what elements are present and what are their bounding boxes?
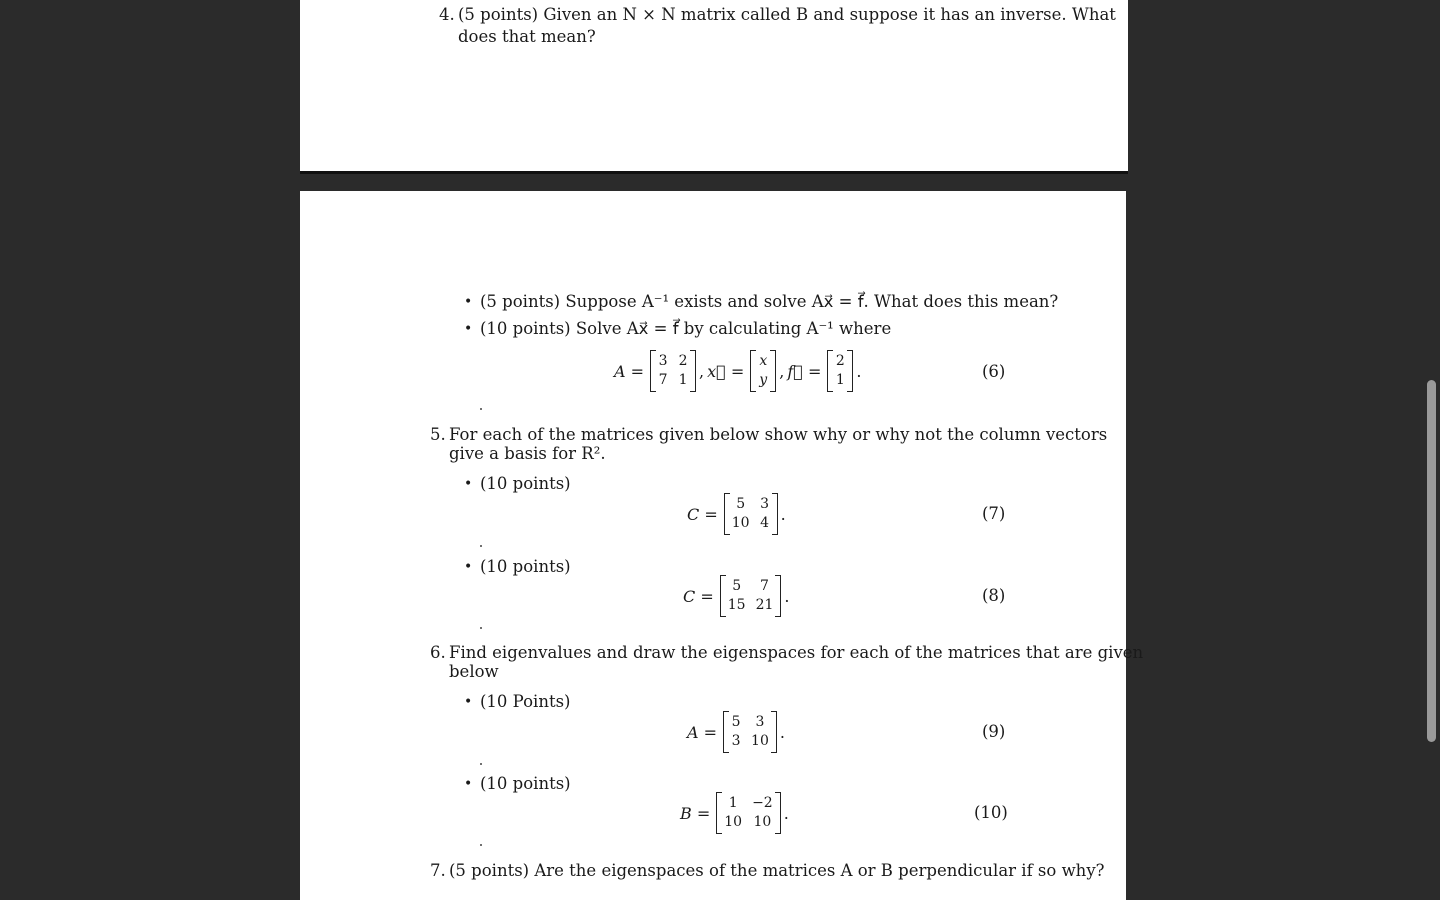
question-5-line-1: For each of the matrices given below show why or why not the column vectors	[449, 425, 1108, 444]
document-page-top	[300, 0, 1128, 172]
matrix-cell: 2	[678, 353, 688, 369]
scrollbar-thumb[interactable]	[1427, 380, 1436, 742]
vector-cell: y	[759, 372, 768, 388]
equation-10-number: (10)	[974, 803, 1008, 822]
bullet-icon: •	[464, 559, 473, 575]
question-4-number: 4.	[439, 5, 455, 24]
matrix-cell: 3	[731, 733, 741, 749]
question-4-line-1: (5 points) Given an N × N matrix called B and suppose it has an inverse. What	[458, 5, 1116, 24]
period: .	[783, 803, 789, 823]
vector-f	[827, 350, 853, 392]
equation-6-lhs-f: f⃗ =	[787, 361, 822, 381]
period: .	[780, 504, 786, 524]
matrix-cell: 7	[658, 372, 668, 388]
question-5-number: 5.	[430, 425, 446, 444]
vector-cell: x	[759, 353, 768, 369]
equation-7-number: (7)	[982, 504, 1006, 523]
equation-8-lhs: C =	[683, 586, 714, 606]
bullet-q4-solve-meaning: (5 points) Suppose A⁻¹ exists and solve Ax⃗ = f⃗. What does this mean?	[480, 292, 1059, 311]
matrix-cell: 10	[731, 515, 750, 531]
question-6-number: 6.	[430, 643, 446, 662]
matrix-C-8	[720, 575, 782, 617]
equation-8-number: (8)	[982, 586, 1006, 605]
equation-10-lhs: B =	[680, 803, 711, 823]
bullet-icon: •	[464, 321, 473, 337]
matrix-cell: 21	[755, 597, 774, 613]
page-divider	[300, 171, 1128, 174]
matrix-cell: 10	[751, 733, 769, 749]
question-7-number: 7.	[430, 861, 446, 880]
question-6-line-2: below	[449, 662, 499, 681]
question-5-line-2: give a basis for R².	[449, 444, 606, 463]
equation-9	[687, 711, 788, 753]
matrix-cell: 1	[678, 372, 688, 388]
vector-cell: 2	[835, 353, 845, 369]
matrix-cell: 10	[753, 814, 772, 830]
matrix-cell: 3	[760, 496, 770, 512]
matrix-cell: −2	[752, 795, 773, 811]
period: .	[779, 722, 785, 742]
question-6-bullet-1: (10 Points)	[480, 692, 571, 711]
equation-9-number: (9)	[982, 722, 1006, 741]
question-6-bullet-2: (10 points)	[480, 774, 571, 793]
equation-9-lhs: A =	[687, 722, 718, 742]
equation-8	[683, 575, 792, 617]
matrix-cell: 10	[724, 814, 743, 830]
stray-dot	[480, 627, 482, 629]
period: .	[856, 361, 862, 381]
bullet-icon: •	[464, 694, 473, 710]
matrix-cell: 7	[760, 578, 769, 594]
bullet-icon: •	[464, 776, 473, 792]
stray-dot	[480, 408, 482, 410]
matrix-A-9	[723, 711, 777, 753]
question-7-text: (5 points) Are the eigenspaces of the matrices A or B perpendicular if so why?	[449, 861, 1105, 880]
vector-x	[750, 350, 776, 392]
comma: ,	[779, 361, 785, 381]
bullet-icon: •	[464, 476, 473, 492]
bullet-q4-calculate-inverse: (10 points) Solve Ax⃗ = f⃗ by calculating A⁻¹ where	[480, 319, 892, 338]
matrix-cell: 15	[727, 597, 746, 613]
question-6-line-1: Find eigenvalues and draw the eigenspaces for each of the matrices that are given	[449, 643, 1144, 662]
matrix-cell: 5	[731, 714, 741, 730]
question-5-bullet-2: (10 points)	[480, 557, 571, 576]
matrix-cell: 4	[760, 515, 770, 531]
matrix-cell: 5	[732, 578, 742, 594]
stray-dot	[480, 844, 482, 846]
equation-6	[614, 350, 864, 392]
question-5-bullet-1: (10 points)	[480, 474, 571, 493]
vector-cell: 1	[835, 372, 845, 388]
comma: ,	[699, 361, 705, 381]
matrix-cell: 3	[658, 353, 668, 369]
equation-7	[687, 493, 789, 535]
matrix-cell: 5	[736, 496, 746, 512]
equation-6-lhs-A: A =	[614, 361, 645, 381]
matrix-B-10	[716, 792, 780, 834]
equation-6-number: (6)	[982, 362, 1006, 381]
stray-dot	[480, 545, 482, 547]
matrix-cell: 1	[728, 795, 738, 811]
question-4-line-2: does that mean?	[458, 27, 596, 46]
period: .	[784, 586, 790, 606]
equation-6-lhs-x: x⃗ =	[707, 361, 745, 381]
equation-10	[680, 792, 792, 834]
stray-dot	[480, 763, 482, 765]
matrix-A	[650, 350, 696, 392]
bullet-icon: •	[464, 294, 473, 310]
matrix-C-7	[724, 493, 778, 535]
equation-7-lhs: C =	[687, 504, 718, 524]
matrix-cell: 3	[755, 714, 765, 730]
